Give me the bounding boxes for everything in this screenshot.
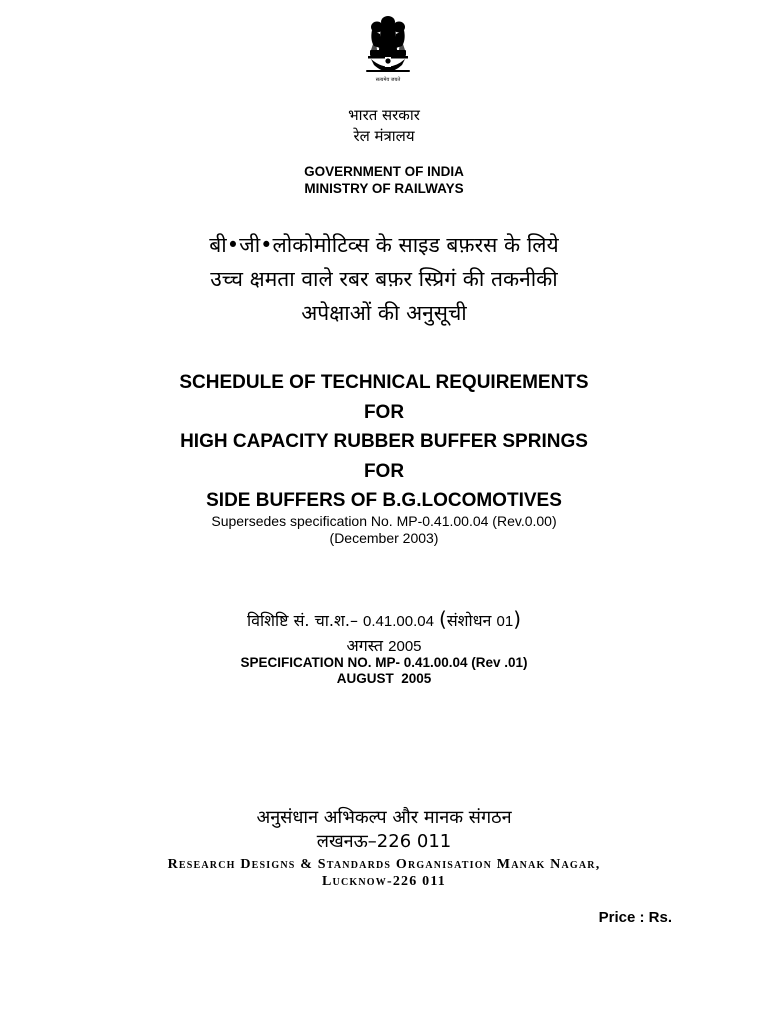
spec-revision-no: 01 xyxy=(496,613,514,630)
organisation-english-line: Research Designs & Standards Organisation Manak Nagar, xyxy=(167,857,601,872)
spec-hindi-label: विशिष्टि सं. चा.श.– xyxy=(246,611,358,630)
organisation-hindi-name: अनुसंधान अभिकल्प और मानक संगठन xyxy=(256,807,512,828)
spec-revision-hindi: संशोधन xyxy=(446,611,492,630)
title-english-line: SIDE BUFFERS OF B.G.LOCOMOTIVES xyxy=(206,490,562,511)
title-english-line: SCHEDULE OF TECHNICAL REQUIREMENTS xyxy=(179,372,589,393)
organisation-hindi xyxy=(0,806,768,854)
header-english xyxy=(0,163,768,197)
spec-year: 2005 xyxy=(388,638,422,655)
organisation-english xyxy=(0,856,768,890)
price-label: Price : Rs. xyxy=(598,909,672,926)
header-hindi-line: रेल मंत्रालय xyxy=(353,127,415,145)
header-hindi xyxy=(0,105,768,147)
spec-number: 0.41.00.04 xyxy=(363,613,434,630)
title-english-line: FOR xyxy=(363,401,405,423)
title-english xyxy=(0,368,768,516)
svg-text:सत्यमेव जयते: सत्यमेव जयते xyxy=(375,77,401,83)
title-english-line: HIGH CAPACITY RUBBER BUFFER SPRINGS xyxy=(180,431,588,452)
spec-month-hindi: अगस्त xyxy=(346,636,384,655)
specification-english xyxy=(0,655,768,687)
national-emblem-logo xyxy=(358,10,418,92)
supersedes-note xyxy=(0,513,768,547)
specification-hindi xyxy=(0,607,768,659)
supersedes-date: (December 2003) xyxy=(329,530,439,546)
organisation-english-city: Lucknow-226 011 xyxy=(322,874,446,889)
title-hindi-line: उच्च क्षमता वाले रबर बफ़र स्प्रिगं की तकनीकी xyxy=(210,267,558,291)
organisation-hindi-city: लखनऊ–226 011 xyxy=(316,831,452,852)
title-hindi xyxy=(0,228,768,330)
government-of-india: GOVERNMENT OF INDIA xyxy=(304,164,464,179)
title-hindi-line: बी•जी•लोकोमोटिव्स के साइड बफ़रस के लिये xyxy=(209,233,559,257)
specification-hindi-line: विशिष्टि सं. चा.श.– 0.41.00.04 (संशोधन 01) xyxy=(246,607,522,631)
title-english-line: FOR xyxy=(363,460,405,482)
header-hindi-line: भारत सरकार xyxy=(348,106,420,124)
specification-number: SPECIFICATION NO. MP- 0.41.00.04 (Rev .01) xyxy=(240,655,528,670)
title-hindi-line: अपेक्षाओं की अनुसूची xyxy=(301,301,467,325)
supersedes-line: Supersedes specification No. MP-0.41.00.04 (Rev.0.00) xyxy=(211,513,557,529)
ministry-of-railways: MINISTRY OF RAILWAYS xyxy=(304,181,464,196)
specification-date: AUGUST 2005 xyxy=(336,671,432,686)
